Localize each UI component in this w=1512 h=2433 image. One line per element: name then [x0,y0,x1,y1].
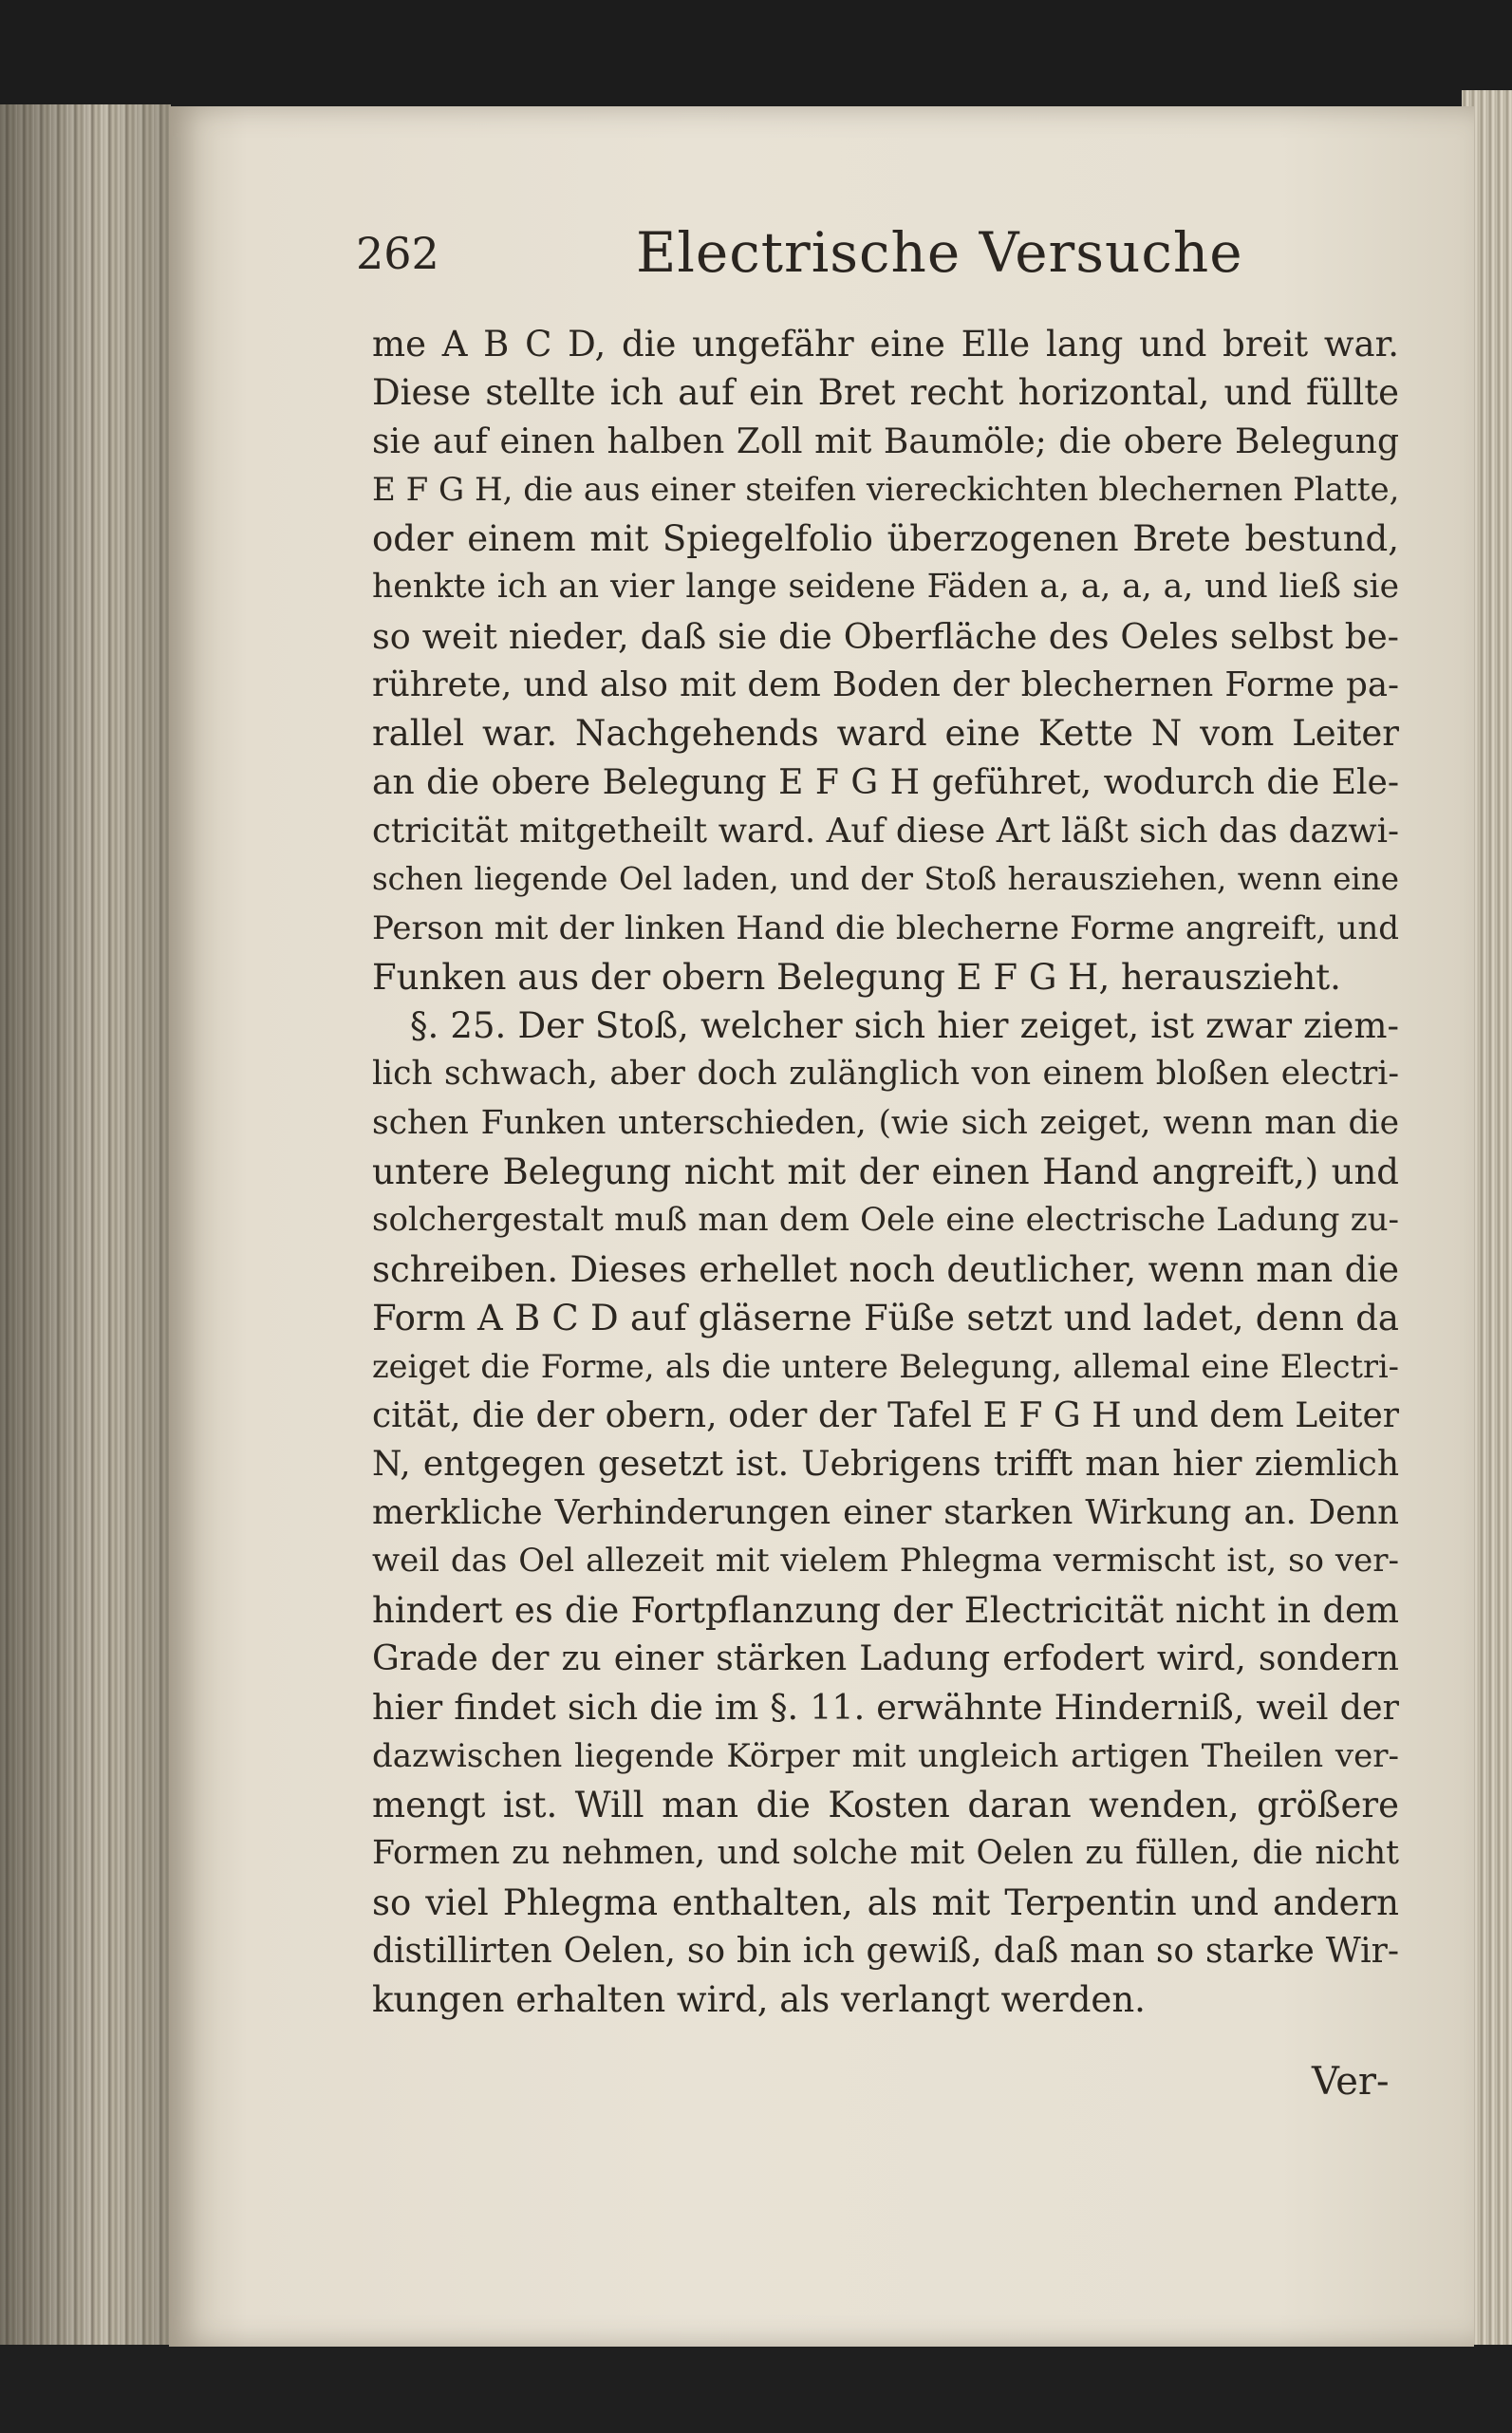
catchword: Ver- [1312,2060,1390,2104]
page-header [356,220,1391,296]
text-line: N, entgegen gesetzt ist. Uebrigens trifft man hier ziemlich [372,1444,1399,1484]
running-title: Electrische Versuche [636,220,1243,285]
text-line: so viel Phlegma enthalten, als mit Terpentin und andern [372,1881,1399,1923]
text-line: Grade der zu einer stärken Ladung erfodert wird, sondern [372,1639,1399,1679]
text-line: untere Belegung nicht mit der einen Hand angreift,) und [372,1151,1399,1193]
text-line: Funken aus der obern Belegung E F G H, herauszieht. [372,956,1341,998]
text-line: zeiget die Forme, als die untere Belegung, allemal eine Electri- [372,1348,1399,1386]
text-line: weil das Oel allezeit mit vielem Phlegma vermischt ist, so ver- [372,1542,1399,1581]
text-line: kungen erhalten wird, als verlangt werden. [372,1979,1146,2021]
text-line: cität, die der obern, oder der Tafel E F G H und dem Leiter [372,1395,1399,1435]
text-line: Formen zu nehmen, und solche mit Oelen zu füllen, die nicht [372,1834,1399,1873]
text-line: hindert es die Fortpflanzung der Electricität nicht in dem [372,1589,1399,1631]
text-line: rallel war. Nachgehends ward eine Kette N vom Leiter [372,713,1399,755]
page-number: 262 [356,228,439,279]
text-line: Form A B C D auf gläserne Füße setzt und ladet, denn da [372,1297,1399,1338]
text-line: me A B C D, die ungefähr eine Elle lang und breit war. [372,324,1399,365]
text-line: oder einem mit Spiegelfolio überzogenen Brete bestund, [372,518,1399,560]
text-line: so weit nieder, daß sie die Oberfläche des Oeles selbst be- [372,615,1399,657]
text-line: sie auf einen halben Zoll mit Baumöle; die obere Belegung [372,421,1399,461]
text-line: an die obere Belegung E F G H geführet, wodurch die Ele- [372,762,1399,802]
scan-top-background [0,0,1512,114]
text-line: distillirten Oelen, so bin ich gewiß, daß man so starke Wir- [372,1931,1399,1971]
text-line: lich schwach, aber doch zulänglich von einem bloßen electri- [372,1055,1399,1094]
text-line: solchergestalt muß man dem Oele eine electrische Ladung zu- [372,1201,1399,1240]
page-body-text [372,320,1399,2024]
scan-bottom-background [0,2345,1512,2433]
text-line: dazwischen liegende Körper mit ungleich artigen Theilen ver- [372,1736,1399,1775]
text-line: mengt ist. Will man die Kosten daran wenden, größere [372,1784,1399,1825]
text-line: hier findet sich die im §. 11. erwähnte Hinderniß, weil der [372,1687,1399,1729]
text-line: rührete, und also mit dem Boden der blechernen Forme pa- [372,665,1399,705]
text-line: henkte ich an vier lange seidene Fäden a, a, a, a, und ließ sie [372,568,1399,607]
text-line: schreiben. Dieses erhellet noch deutlicher, wenn man die [372,1248,1399,1290]
text-line: E F G H, die aus einer steifen viereckichten blechernen Platte, [372,470,1399,509]
paragraph-start-line: §. 25. Der Stoß, welcher sich hier zeiget, ist zwar ziem- [410,1005,1399,1047]
text-line: merkliche Verhinderungen einer starken Wirkung an. Denn [372,1493,1399,1533]
text-line: schen liegende Oel laden, und der Stoß herausziehen, wenn eine [372,861,1399,898]
book-left-page-edges [0,104,171,2364]
text-line: Diese stellte ich auf ein Bret recht horizontal, und füllte [372,372,1399,414]
text-line: Person mit der linken Hand die blecherne Forme angreift, und [372,908,1399,947]
text-line: schen Funken unterschieden, (wie sich zeiget, wenn man die [372,1103,1399,1142]
text-line: ctricität mitgetheilt ward. Auf diese Art läßt sich das dazwi- [372,811,1399,851]
